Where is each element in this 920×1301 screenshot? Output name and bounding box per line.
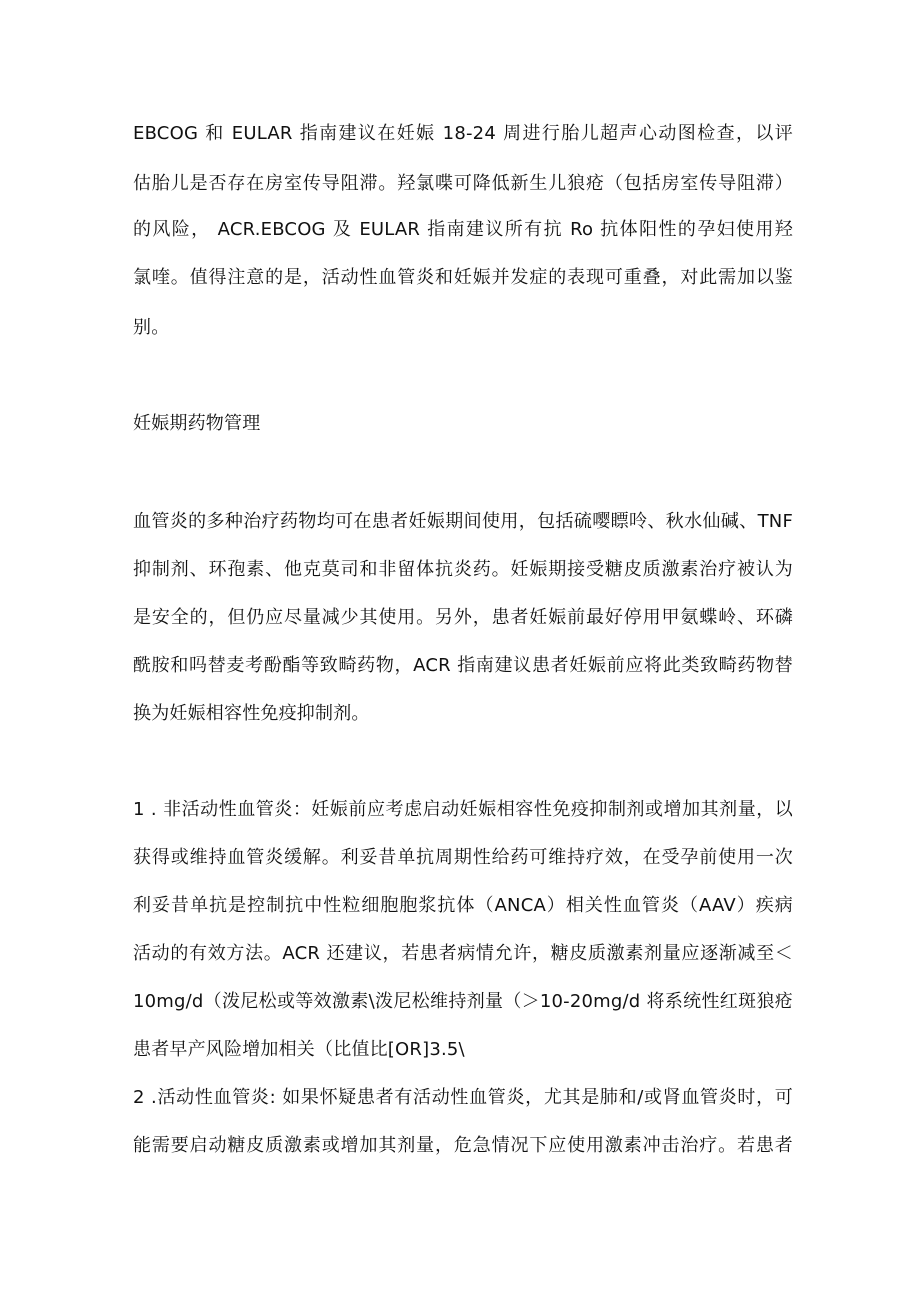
text-line: 换为妊娠相容性免疫抑制剂。 [133, 703, 370, 724]
text-line: EBCOG 和 EULAR 指南建议在妊娠 18-24 周进行胎儿超声心动图检查，以评 [133, 123, 793, 144]
text-line: 利妥昔单抗是控制抗中性粒细胞胞浆抗体（ANCA）相关性血管炎（AAV）疾病 [133, 895, 793, 916]
text-line: 酰胺和吗替麦考酚酯等致畸药物，ACR 指南建议患者妊娠前应将此类致畸药物替 [133, 655, 793, 676]
text-line: 患者早产风险增加相关（比值比[OR]3.5\ [133, 1039, 465, 1060]
text-line: 10mg∕d（泼尼松或等效激素\泼尼松维持剂量（＞10-20mg∕d 将系统性红斑狼疮 [133, 991, 793, 1012]
text-line: 别。 [133, 317, 170, 338]
text-line: 是安全的，但仍应尽量减少其使用。另外，患者妊娠前最好停用甲氨蝶岭、环磷 [133, 607, 793, 628]
text-line: 的风险， ACR.EBCOG 及 EULAR 指南建议所有抗 Ro 抗体阳性的孕妇使用羟 [133, 219, 793, 240]
text-line: 1 . 非活动性血管炎：妊娠前应考虑启动妊娠相容性免疫抑制剂或增加其剂量，以 [133, 799, 793, 820]
section-heading: 妊娠期药物管理 [133, 413, 261, 434]
text-line: 活动的有效方法。ACR 还建议，若患者病情允许，糖皮质激素剂量应逐渐减至＜ [133, 943, 793, 964]
text-line: 抑制剂、环孢素、他克莫司和非留体抗炎药。妊娠期接受糖皮质激素治疗被认为 [133, 559, 793, 580]
text-line: 获得或维持血管炎缓解。利妥昔单抗周期性给药可维持疗效，在受孕前使用一次 [133, 847, 793, 868]
text-line: 2 .活动性血管炎: 如果怀疑患者有活动性血管炎，尤其是肺和/或肾血管炎时，可 [133, 1087, 793, 1108]
text-line: 估胎儿是否存在房室传导阻滞。羟氯喋可降低新生儿狼疮（包括房室传导阻滞） [133, 173, 793, 194]
text-line: 能需要启动糖皮质激素或增加其剂量，危急情况下应使用激素冲击治疗。若患者 [133, 1135, 793, 1156]
text-line: 氯喹。值得注意的是，活动性血管炎和妊娠并发症的表现可重叠，对此需加以鉴 [133, 267, 793, 288]
text-line: 血管炎的多种治疗药物均可在患者妊娠期间使用，包括硫嘤瞟呤、秋水仙碱、TNF [133, 511, 793, 532]
